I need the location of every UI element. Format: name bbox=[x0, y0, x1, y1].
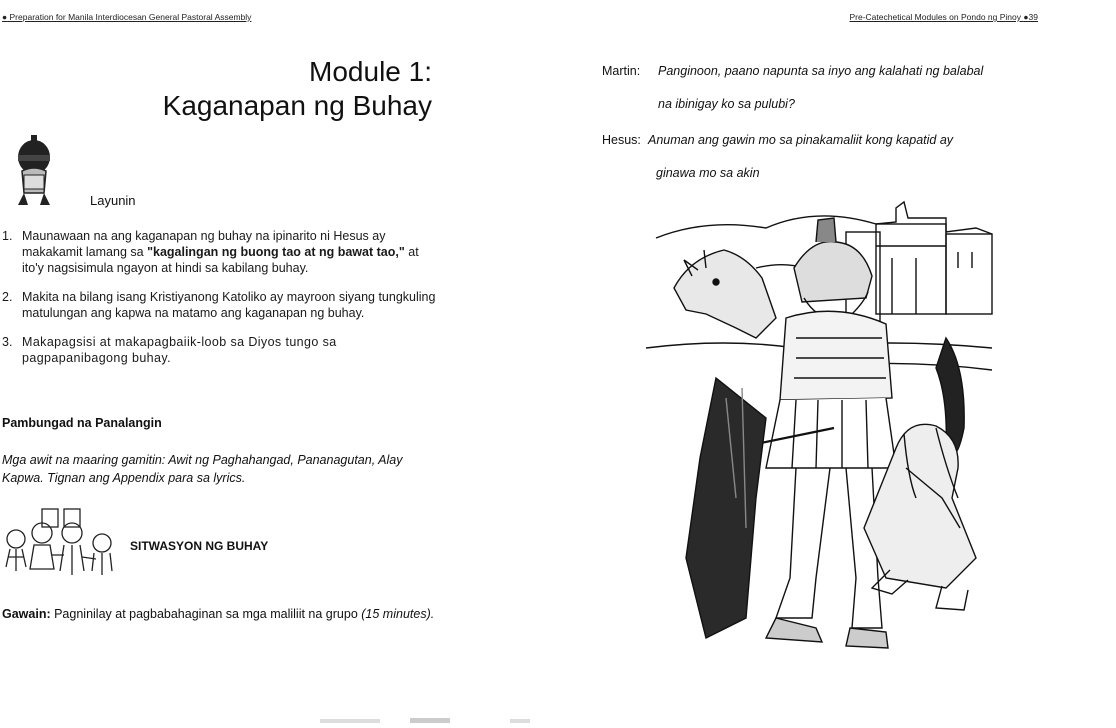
objective-number: 1. bbox=[2, 229, 13, 243]
gawain-label: Gawain: bbox=[2, 607, 51, 621]
bullet-icon: ● bbox=[1023, 12, 1029, 22]
gawain-text: Pagninilay at pagbabahaginan sa mga maliliit na grupo bbox=[50, 607, 362, 621]
hesus-line-1: Anuman ang gawin mo sa pinakamaliit kong kapatid ay bbox=[648, 133, 954, 147]
left-running-head-text: Preparation for Manila Interdiocesan General Pastoral Assembly bbox=[9, 12, 252, 22]
objective-item bbox=[0, 334, 440, 366]
objectives-list bbox=[0, 228, 440, 379]
left-running-head bbox=[2, 12, 251, 22]
st-martin-illustration bbox=[646, 198, 1018, 668]
children-icon bbox=[2, 505, 122, 581]
module-number: Module 1: bbox=[309, 56, 432, 87]
page-number: 39 bbox=[1028, 12, 1038, 22]
right-page bbox=[590, 0, 1116, 728]
objective-item bbox=[0, 289, 440, 321]
right-running-head bbox=[849, 12, 1038, 22]
sitwasyon-heading: SITWASYON NG BUHAY bbox=[130, 539, 269, 553]
right-running-head-text: Pre-Catechetical Modules on Pondo ng Pinoy bbox=[849, 12, 1022, 22]
scan-artifact bbox=[320, 716, 540, 726]
module-name: Kaganapan ng Buhay bbox=[162, 90, 432, 121]
knight-icon bbox=[8, 131, 60, 211]
opening-prayer-heading: Pambungad na Panalangin bbox=[2, 416, 162, 430]
bullet-icon: ● bbox=[2, 12, 8, 22]
objective-item bbox=[0, 228, 440, 276]
module-title bbox=[163, 55, 432, 123]
songs-note: Mga awit na maaring gamitin: Awit ng Paghahangad, Pananagutan, Alay Kapwa. Tignan ang Appendix para sa lyrics. bbox=[2, 453, 403, 485]
objective-text: Makita na bilang isang Kristiyanong Katoliko ay mayroon siyang tungkuling matulungan ang kapwa na matamo ang kaganapan ng buhay. bbox=[22, 290, 436, 320]
gawain-paragraph bbox=[2, 605, 442, 623]
objective-bold-text: "kagalingan ng buong tao at ng bawat tao," bbox=[147, 245, 405, 259]
objective-number: 2. bbox=[2, 290, 13, 304]
left-page bbox=[0, 0, 450, 728]
objective-number: 3. bbox=[2, 335, 13, 349]
objective-text: Makapagsisi at makapagbaiik-loob sa Diyos tungo sa pagpapanibagong buhay. bbox=[22, 335, 337, 365]
layunin-label: Layunin bbox=[90, 193, 136, 208]
speaker-hesus: Hesus: bbox=[602, 133, 641, 147]
objective-text: Maunawaan na ang kaganapan ng buhay na ipinarito ni Hesus ay makakamit lamang sa bbox=[22, 229, 386, 259]
martin-line-1: Panginoon, paano napunta sa inyo ang kalahati ng balabal bbox=[658, 64, 984, 78]
gawain-time: (15 minutes). bbox=[361, 607, 435, 621]
martin-line-2: na ibinigay ko sa pulubi? bbox=[658, 97, 795, 111]
hesus-line-2: ginawa mo sa akin bbox=[656, 166, 760, 180]
objective-text-end: at ito'y nagsisimula ngayon at hindi sa kabilang buhay. bbox=[22, 245, 419, 275]
speaker-martin: Martin: bbox=[602, 64, 641, 78]
